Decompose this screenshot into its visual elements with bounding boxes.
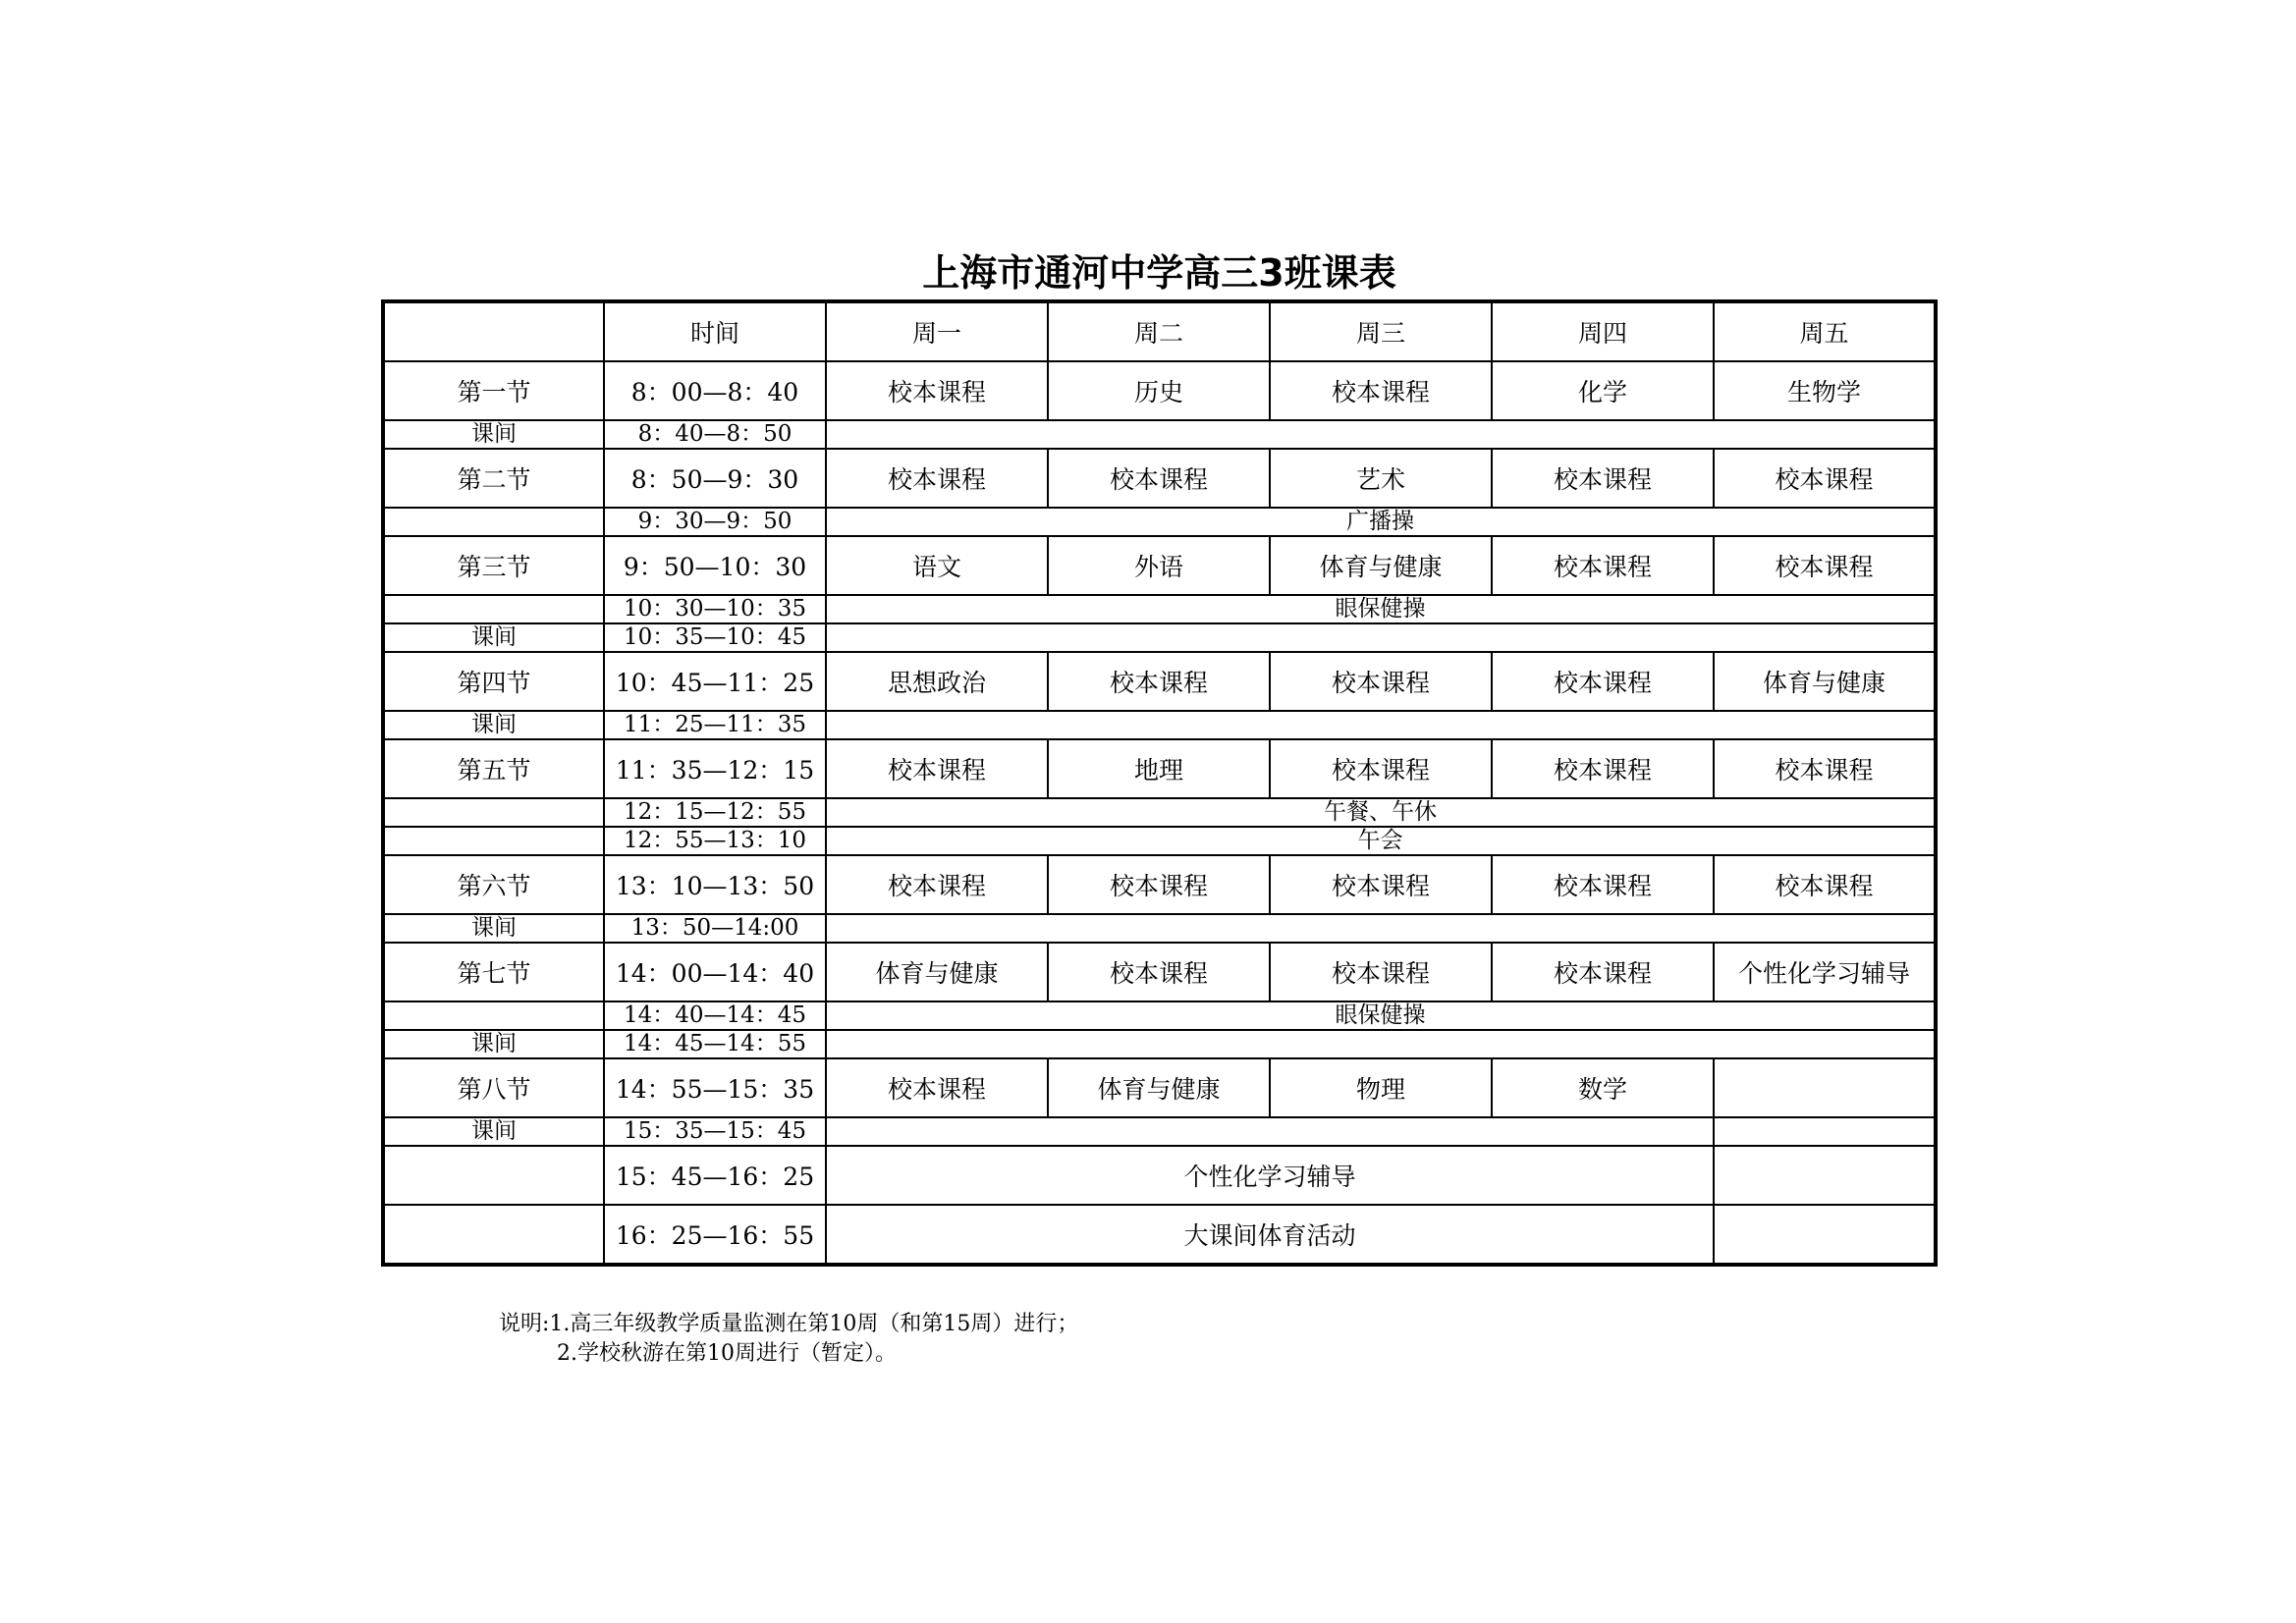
subject-cell: 校本课程 — [1714, 536, 1936, 595]
activity-cell — [826, 420, 1936, 449]
activity-cell: 午会 — [826, 827, 1936, 855]
table-row — [383, 914, 1936, 943]
header-mon: 周一 — [826, 301, 1048, 361]
table-row — [383, 536, 1936, 595]
subject-cell: 校本课程 — [1270, 652, 1492, 711]
table-row — [383, 420, 1936, 449]
period-label: 课间 — [383, 1117, 604, 1146]
subject-cell: 化学 — [1492, 361, 1714, 420]
period-time: 14：45—14：55 — [604, 1030, 826, 1058]
subject-cell: 校本课程 — [826, 739, 1048, 798]
page-title: 上海市通河中学高三3班课表 — [922, 251, 1396, 295]
period-time: 11：35—12：15 — [604, 739, 826, 798]
period-label: 第一节 — [383, 361, 604, 420]
subject-cell: 校本课程 — [826, 1058, 1048, 1117]
period-time: 10：35—10：45 — [604, 623, 826, 652]
subject-cell: 校本课程 — [1270, 361, 1492, 420]
period-label: 第五节 — [383, 739, 604, 798]
activity-cell — [826, 623, 1936, 652]
subject-cell: 校本课程 — [1714, 855, 1936, 914]
period-time: 11：25—11：35 — [604, 711, 826, 739]
period-label: 第七节 — [383, 943, 604, 1001]
period-label: 课间 — [383, 420, 604, 449]
subject-cell: 校本课程 — [1492, 855, 1714, 914]
subject-cell: 体育与健康 — [1714, 652, 1936, 711]
activity-cell — [826, 1117, 1714, 1146]
period-time: 14：55—15：35 — [604, 1058, 826, 1117]
table-row — [383, 623, 1936, 652]
subject-cell: 体育与健康 — [826, 943, 1048, 1001]
period-time: 9：30—9：50 — [604, 508, 826, 536]
subject-cell: 体育与健康 — [1270, 536, 1492, 595]
subject-cell: 校本课程 — [826, 855, 1048, 914]
period-time: 14：00—14：40 — [604, 943, 826, 1001]
period-label — [383, 508, 604, 536]
period-label — [383, 827, 604, 855]
period-label: 课间 — [383, 623, 604, 652]
table-row — [383, 449, 1936, 508]
subject-cell: 地理 — [1048, 739, 1270, 798]
header-tue: 周二 — [1048, 301, 1270, 361]
subject-cell: 校本课程 — [1492, 739, 1714, 798]
table-row — [383, 798, 1936, 827]
note-line: 说明:1.高三年级教学质量监测在第10周（和第15周）进行； — [499, 1312, 1079, 1336]
friday-cell — [1714, 1146, 1936, 1205]
table-row — [383, 1146, 1936, 1205]
subject-cell: 历史 — [1048, 361, 1270, 420]
table-row — [383, 652, 1936, 711]
table-row — [383, 943, 1936, 1001]
subject-cell: 校本课程 — [826, 449, 1048, 508]
header-time: 时间 — [604, 301, 826, 361]
subject-cell: 数学 — [1492, 1058, 1714, 1117]
subject-cell: 物理 — [1270, 1058, 1492, 1117]
table-row — [383, 1001, 1936, 1030]
activity-cell — [826, 1030, 1936, 1058]
period-time: 14：40—14：45 — [604, 1001, 826, 1030]
period-time: 13：10—13：50 — [604, 855, 826, 914]
subject-cell: 校本课程 — [1048, 855, 1270, 914]
activity-cell: 个性化学习辅导 — [826, 1146, 1714, 1205]
activity-cell: 眼保健操 — [826, 1001, 1936, 1030]
period-label: 第四节 — [383, 652, 604, 711]
header-fri: 周五 — [1714, 301, 1936, 361]
subject-cell: 校本课程 — [826, 361, 1048, 420]
period-time: 10：45—11：25 — [604, 652, 826, 711]
subject-cell: 艺术 — [1270, 449, 1492, 508]
period-time: 13：50—14:00 — [604, 914, 826, 943]
subject-cell: 思想政治 — [826, 652, 1048, 711]
table-row — [383, 855, 1936, 914]
subject-cell: 校本课程 — [1048, 943, 1270, 1001]
period-label: 第六节 — [383, 855, 604, 914]
table-row — [383, 711, 1936, 739]
table-row — [383, 739, 1936, 798]
subject-cell — [1714, 1058, 1936, 1117]
header-corner — [383, 301, 604, 361]
period-label — [383, 1146, 604, 1205]
header-row — [383, 301, 1936, 361]
period-time: 8：40—8：50 — [604, 420, 826, 449]
period-label — [383, 1205, 604, 1265]
period-label — [383, 1001, 604, 1030]
table-row — [383, 508, 1936, 536]
friday-cell — [1714, 1205, 1936, 1265]
table-row — [383, 1205, 1936, 1265]
subject-cell: 校本课程 — [1492, 536, 1714, 595]
period-label — [383, 595, 604, 623]
subject-cell: 校本课程 — [1492, 449, 1714, 508]
activity-cell — [826, 914, 1936, 943]
subject-cell: 校本课程 — [1048, 449, 1270, 508]
timetable — [381, 299, 1938, 1267]
header-thu: 周四 — [1492, 301, 1714, 361]
subject-cell: 校本课程 — [1492, 943, 1714, 1001]
period-time: 12：15—12：55 — [604, 798, 826, 827]
activity-cell — [826, 711, 1936, 739]
friday-cell — [1714, 1117, 1936, 1146]
activity-cell: 广播操 — [826, 508, 1936, 536]
subject-cell: 校本课程 — [1270, 855, 1492, 914]
period-label: 课间 — [383, 711, 604, 739]
table-row — [383, 595, 1936, 623]
notes — [499, 1310, 1078, 1369]
period-label: 第二节 — [383, 449, 604, 508]
activity-cell: 午餐、午休 — [826, 798, 1936, 827]
period-time: 15：45—16：25 — [604, 1146, 826, 1205]
subject-cell: 个性化学习辅导 — [1714, 943, 1936, 1001]
subject-cell: 校本课程 — [1714, 739, 1936, 798]
period-time: 8：50—9：30 — [604, 449, 826, 508]
period-time: 8：00—8：40 — [604, 361, 826, 420]
period-time: 16：25—16：55 — [604, 1205, 826, 1265]
subject-cell: 外语 — [1048, 536, 1270, 595]
activity-cell: 眼保健操 — [826, 595, 1936, 623]
subject-cell: 校本课程 — [1714, 449, 1936, 508]
period-time: 15：35—15：45 — [604, 1117, 826, 1146]
subject-cell: 校本课程 — [1492, 652, 1714, 711]
subject-cell: 校本课程 — [1270, 739, 1492, 798]
table-row — [383, 1058, 1936, 1117]
period-time: 9：50—10：30 — [604, 536, 826, 595]
period-time: 10：30—10：35 — [604, 595, 826, 623]
subject-cell: 体育与健康 — [1048, 1058, 1270, 1117]
subject-cell: 生物学 — [1714, 361, 1936, 420]
table-row — [383, 1030, 1936, 1058]
period-label: 第三节 — [383, 536, 604, 595]
note-line: 2.学校秋游在第10周进行（暂定）。 — [557, 1341, 897, 1366]
subject-cell: 语文 — [826, 536, 1048, 595]
table-row — [383, 1117, 1936, 1146]
period-label: 第八节 — [383, 1058, 604, 1117]
header-wed: 周三 — [1270, 301, 1492, 361]
period-label — [383, 798, 604, 827]
period-time: 12：55—13：10 — [604, 827, 826, 855]
activity-cell: 大课间体育活动 — [826, 1205, 1714, 1265]
subject-cell: 校本课程 — [1270, 943, 1492, 1001]
period-label: 课间 — [383, 914, 604, 943]
table-row — [383, 827, 1936, 855]
table-row — [383, 361, 1936, 420]
period-label: 课间 — [383, 1030, 604, 1058]
subject-cell: 校本课程 — [1048, 652, 1270, 711]
